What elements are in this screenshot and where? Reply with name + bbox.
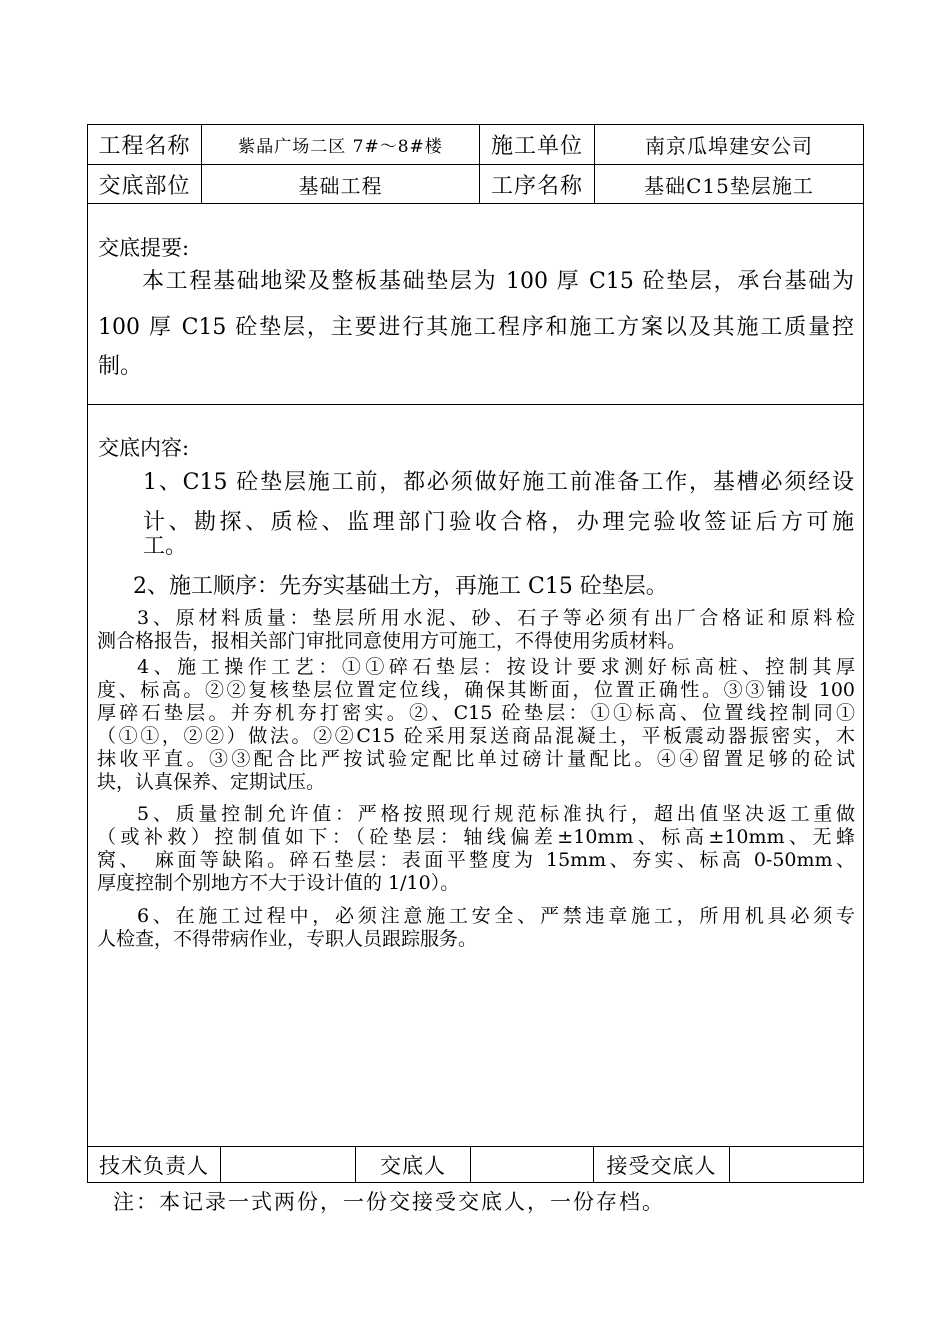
summary-line-1: 本工程基础地梁及整板基础垫层为 100 厚 C15 砼垫层，承台基础为 [142, 269, 854, 294]
construction-unit-label: 施工单位 [490, 134, 583, 159]
item4-line-1: 4、施工操作工艺：①①碎石垫层：按设计要求测好标高桩、控制其厚 [137, 656, 855, 678]
handover-part-label: 交底部位 [98, 173, 191, 199]
tech-lead-value [221, 1147, 355, 1182]
item4-line-3: 厚碎石垫层。并夯机夯打密实。②、C15 砼垫层：①①标高、位置线控制同① [97, 702, 855, 724]
process-name-label: 工序名称 [490, 173, 583, 199]
summary-line-2: 100 厚 C15 砼垫层，主要进行其施工程序和施工方案以及其施工质量控 [98, 315, 854, 340]
content-item-5 [97, 803, 855, 895]
item1-line-1: 1、C15 砼垫层施工前，都必须做好施工前准备工作，基槽必须经设 [143, 470, 854, 495]
item6-line-1: 6、在施工过程中，必须注意施工安全、严禁违章施工，所用机具必须专 [137, 905, 855, 927]
item4-line-2: 度、标高。②②复核垫层位置定位线，确保其断面，位置正确性。③③铺设 100 [97, 679, 855, 701]
item1-line-2: 计、勘探、质检、监理部门验收合格，办理完验收签证后方可施 [143, 510, 854, 535]
construction-unit-value: 南京瓜埠建安公司 [645, 134, 813, 158]
process-name-value: 基础C15垫层施工 [644, 173, 814, 198]
project-name-value: 紫晶广场二区 7#～8#楼 [238, 137, 443, 157]
summary-line-3: 制。 [98, 354, 143, 379]
project-name-label: 工程名称 [98, 134, 191, 159]
presenter-label: 交底人 [380, 1153, 446, 1178]
content-title: 交底内容: [98, 436, 190, 460]
footer-note: 注：本记录一式两份，一份交接受交底人，一份存档。 [113, 1190, 665, 1214]
item5-line-2: （或补救）控制值如下：（砼垫层：轴线偏差±10mm、标高±10mm、无蜂 [97, 826, 855, 848]
presenter-value [471, 1147, 593, 1182]
receiver-value [730, 1147, 863, 1182]
item4-line-4: （①①，②②）做法。②②C15 砼采用泵送商品混凝土，平板震动器振密实，木 [97, 725, 855, 747]
receiver-label: 接受交底人 [606, 1153, 717, 1178]
item5-line-3: 窝、 麻面等缺陷。碎石垫层：表面平整度为 15mm、夯实、标高 0-50mm、 [97, 849, 855, 871]
content-item-2: 2、施工顺序：先夯实基础土方，再施工 C15 砼垫层。 [133, 574, 668, 599]
summary-title: 交底提要: [98, 236, 190, 260]
tech-lead-label: 技术负责人 [99, 1153, 209, 1178]
item3-line-2: 测合格报告，报相关部门审批同意使用方可施工，不得使用劣质材料。 [97, 630, 687, 652]
item5-line-4: 厚度控制个别地方不大于设计值的 1/10）。 [97, 872, 460, 894]
handover-part-value: 基础工程 [298, 173, 383, 198]
item5-line-1: 5、质量控制允许值：严格按照现行规范标准执行，超出值坚决返工重做 [137, 803, 855, 825]
content-item-1 [143, 463, 854, 559]
item3-line-1: 3、原材料质量：垫层所用水泥、砂、石子等必须有出厂合格证和原料检 [137, 607, 855, 629]
item4-line-5: 抹收平直。③③配合比严按试验定配比单过磅计量配比。④④留置足够的砼试 [97, 748, 855, 770]
content-item-4 [97, 656, 855, 794]
item6-line-2: 人检查，不得带病作业，专职人员跟踪服务。 [97, 928, 478, 950]
summary-body [98, 262, 854, 380]
item4-line-6: 块，认真保养、定期试压。 [97, 771, 326, 793]
content-item-6 [97, 905, 855, 951]
content-item-3 [97, 607, 855, 653]
item1-line-3: 工。 [143, 534, 188, 559]
